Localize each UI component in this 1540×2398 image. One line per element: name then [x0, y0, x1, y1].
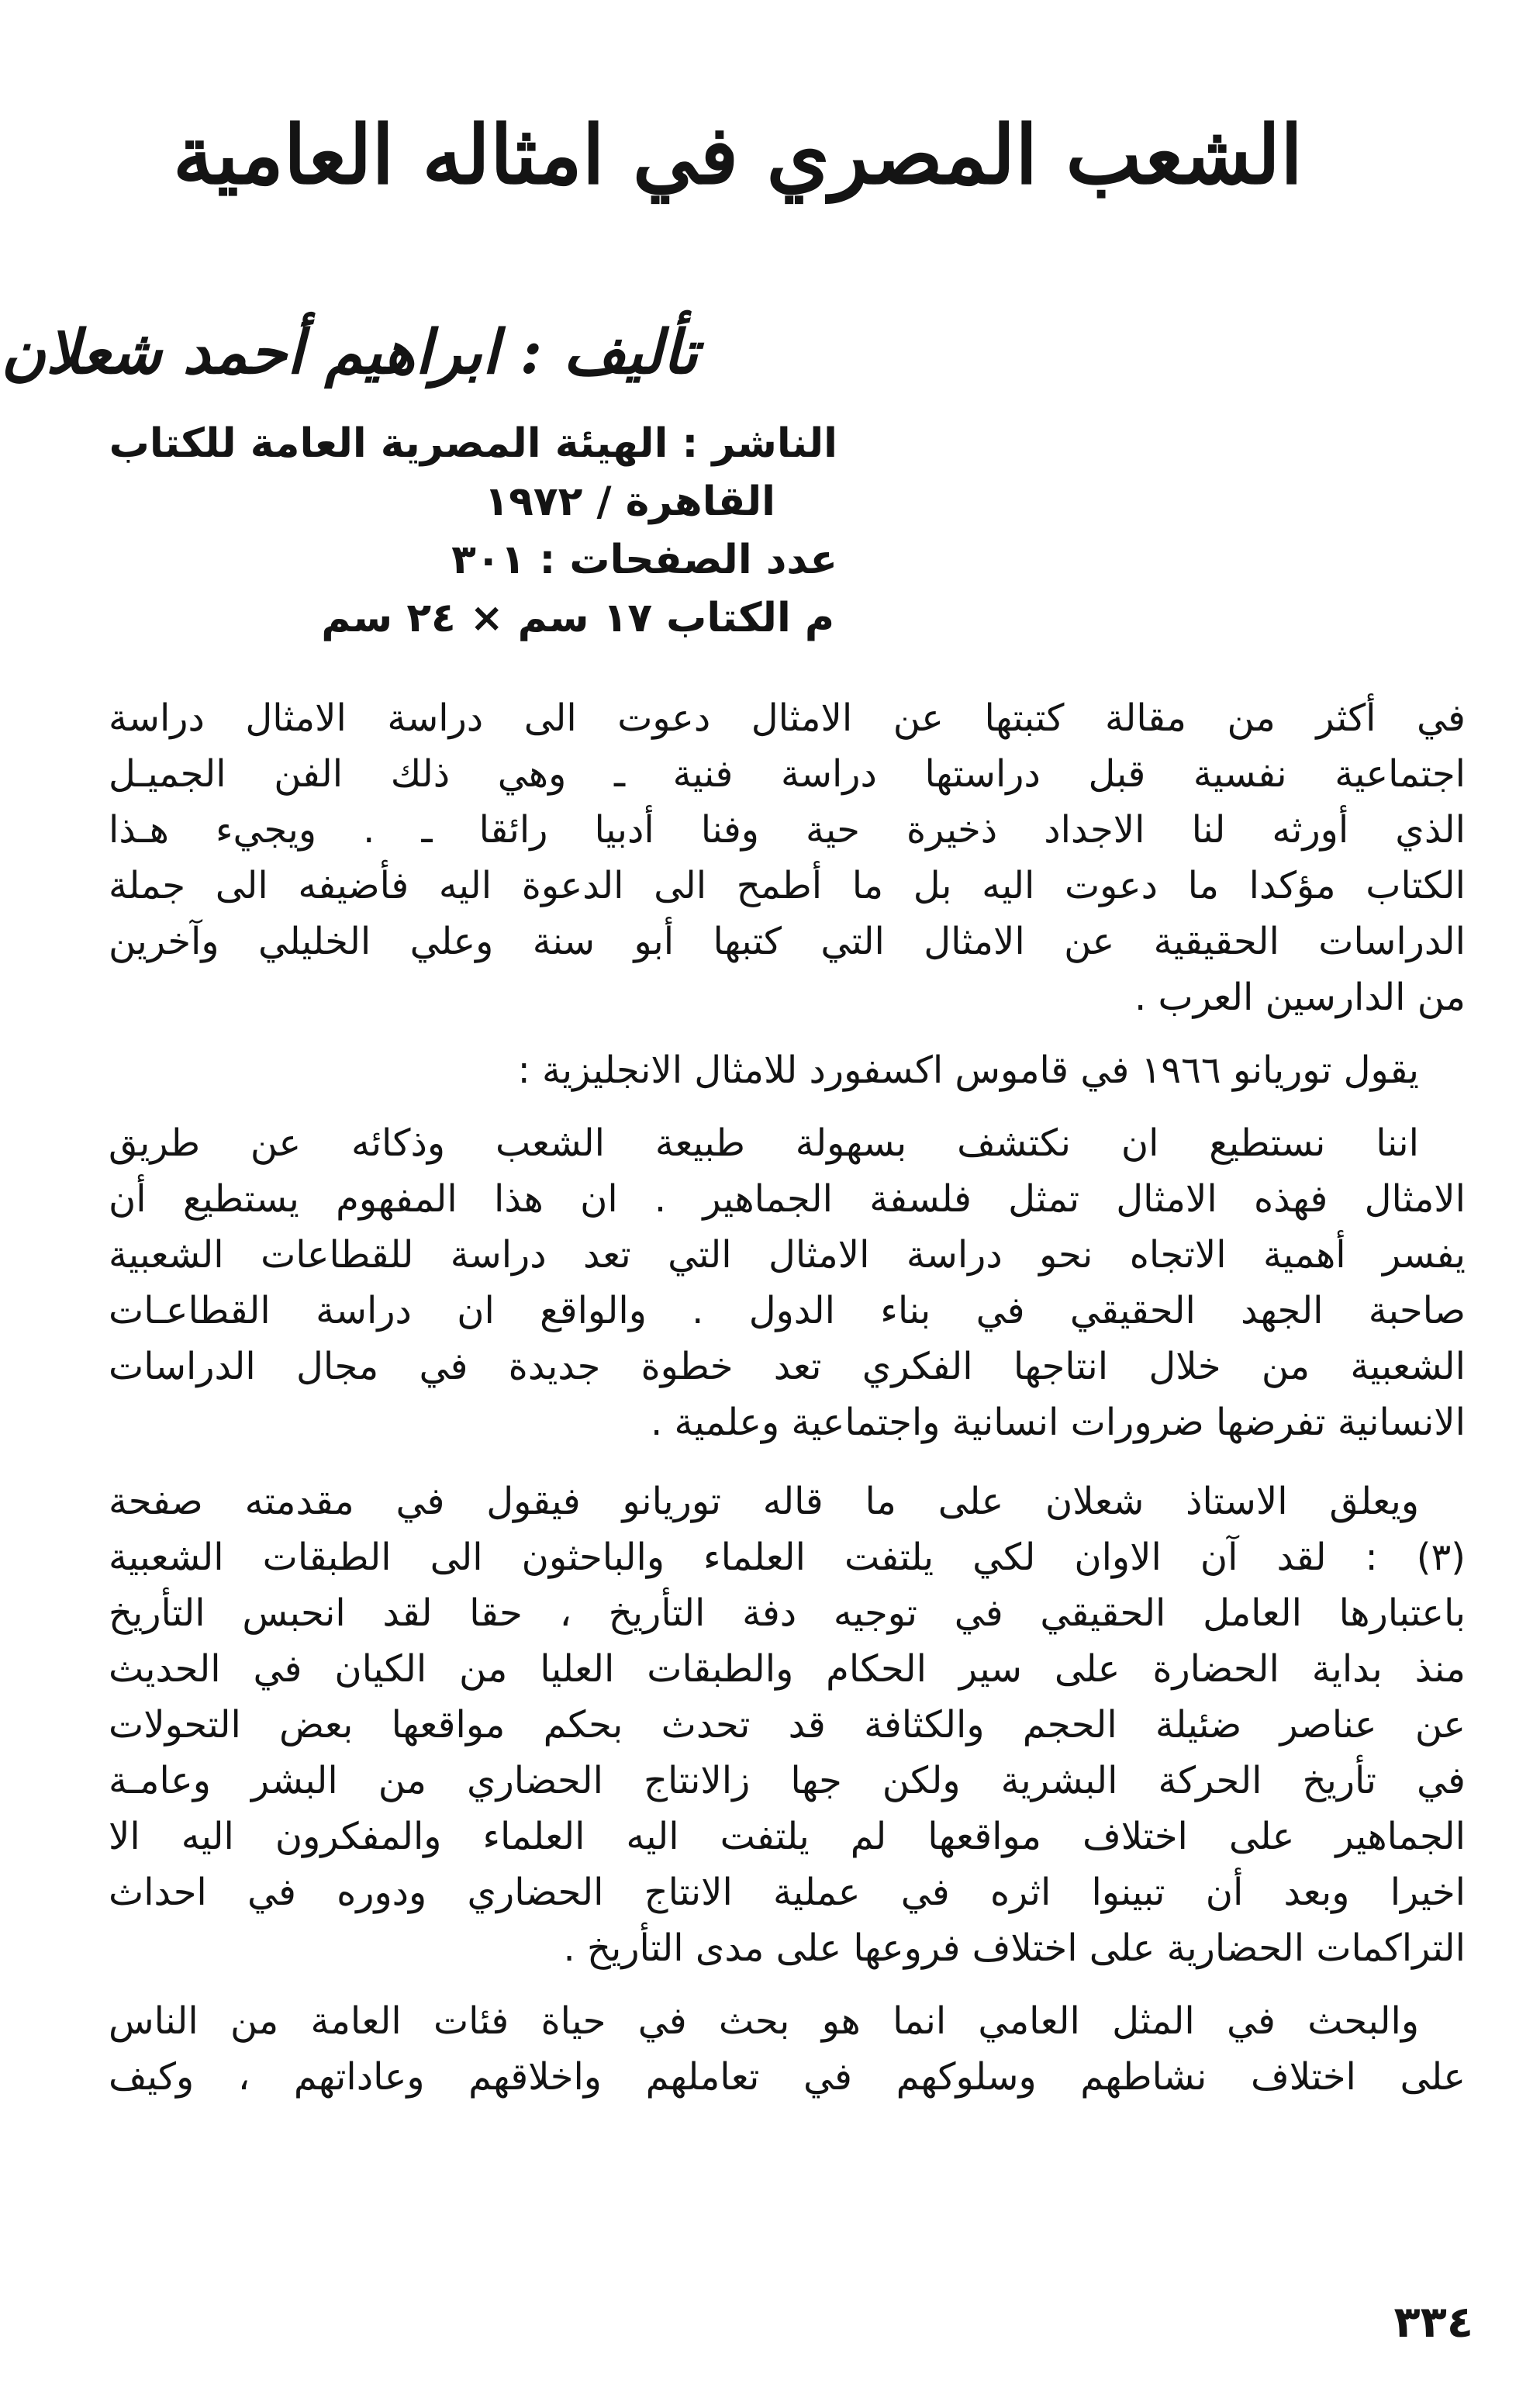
- text-line: الكتاب مؤكدا ما دعوت اليه بل ما أطمح الى الدعوة اليه فأضيفه الى جملة: [109, 864, 1466, 907]
- text-line: صاحبة الجهد الحقيقي في بناء الدول . والواقع ان دراسة القطاعـات: [109, 1289, 1466, 1332]
- text-line: من الدارسين العرب .: [1134, 976, 1466, 1019]
- text-line: الامثال فهذه الامثال تمثل فلسفة الجماهير . ان هذا المفهوم يستطيع أن: [109, 1177, 1466, 1221]
- text-line: اننا نستطيع ان نكتشف بسهولة طبيعة الشعب وذكائه عن طريق: [109, 1121, 1419, 1165]
- text-line: الانسانية تفرضها ضرورات انسانية واجتماعية وعلمية .: [651, 1401, 1466, 1444]
- paragraph-quote: [109, 1115, 1466, 1450]
- book-size-line: م الكتاب ١٧ سم × ٢٤ سم: [321, 595, 834, 641]
- paragraph-closing: [109, 1993, 1466, 2105]
- publication-details: [93, 415, 837, 648]
- text-line: الدراسات الحقيقية عن الامثال التي كتبها أبو سنة وعلي الخليلي وآخرين: [109, 920, 1466, 963]
- publisher-line: الناشر : الهيئة المصرية العامة للكتاب: [109, 420, 837, 467]
- text-line: باعتبارها العامل الحقيقي في توجيه دفة التأريخ ، حقا لقد انحبس التأريخ: [109, 1591, 1466, 1635]
- text-line: في تأريخ الحركة البشرية ولكن جها زالانتاج الحضاري من البشر وعامـة: [109, 1759, 1466, 1802]
- page-number: ٣٣٤: [1393, 2297, 1473, 2348]
- text-line: عن عناصر ضئيلة الحجم والكثافة قد تحدث بحكم مواقعها بعض التحولات: [109, 1703, 1466, 1747]
- text-line: يقول توريانو ١٩٦٦ في قاموس اكسفورد للامثال الانجليزية :: [517, 1049, 1419, 1092]
- paragraph-commentary: [109, 1474, 1466, 1976]
- text-line: على اختلاف نشاطهم وسلوكهم في تعاملهم واخلاقهم وعاداتهم ، وكيف: [109, 2055, 1466, 2099]
- text-line: التراكمات الحضارية على اختلاف فروعها على مدى التأريخ .: [563, 1926, 1466, 1970]
- paragraph-quote-intro: [109, 1042, 1466, 1098]
- text-line: اجتماعية نفسية قبل دراستها دراسة فنية ـ وهي ذلك الفن الجميـل: [109, 752, 1466, 796]
- text-line: منذ بداية الحضارة على سير الحكام والطبقات العليا من الكيان في الحديث: [109, 1647, 1466, 1691]
- text-line: يفسر أهمية الاتجاه نحو دراسة الامثال التي تعد دراسة للقطاعات الشعبية: [109, 1233, 1466, 1277]
- text-line: الشعبية من خلال انتاجها الفكري تعد خطوة جديدة في مجال الدراسات: [109, 1345, 1466, 1388]
- text-line: والبحث في المثل العامي انما هو بحث في حياة فئات العامة من الناس: [109, 1999, 1419, 2043]
- review-body: [109, 690, 1466, 2105]
- text-line: في أكثر من مقالة كتبتها عن الامثال دعوت الى دراسة الامثال دراسة: [109, 696, 1466, 740]
- text-line: الذي أورثه لنا الاجداد ذخيرة حية وفنا أدبيا رائقا ـ . ويجيء هـذا: [109, 808, 1466, 852]
- place-year-line: القاهرة / ١٩٧٢: [484, 479, 775, 525]
- text-line: ويعلق الاستاذ شعلان على ما قاله توريانو فيقول في مقدمته صفحة: [109, 1480, 1419, 1523]
- text-line: اخيرا وبعد أن تبينوا اثره في عملية الانتاج الحضاري ودوره في احداث: [109, 1871, 1466, 1914]
- paragraph-intro: [109, 690, 1466, 1025]
- author-line: تأليف : ابراهيم أحمد شعلان: [1, 317, 698, 388]
- text-line: (٣) : لقد آن الاوان لكي يلتفت العلماء والباحثون الى الطبقات الشعبية: [109, 1536, 1466, 1579]
- page-count-line: عدد الصفحات : ٣٠١: [451, 537, 837, 583]
- text-line: الجماهير على اختلاف مواقعها لم يلتفت اليه العلماء والمفكرون اليه الا: [109, 1815, 1466, 1858]
- book-title: الشعب المصري في امثاله العامية: [173, 107, 1303, 202]
